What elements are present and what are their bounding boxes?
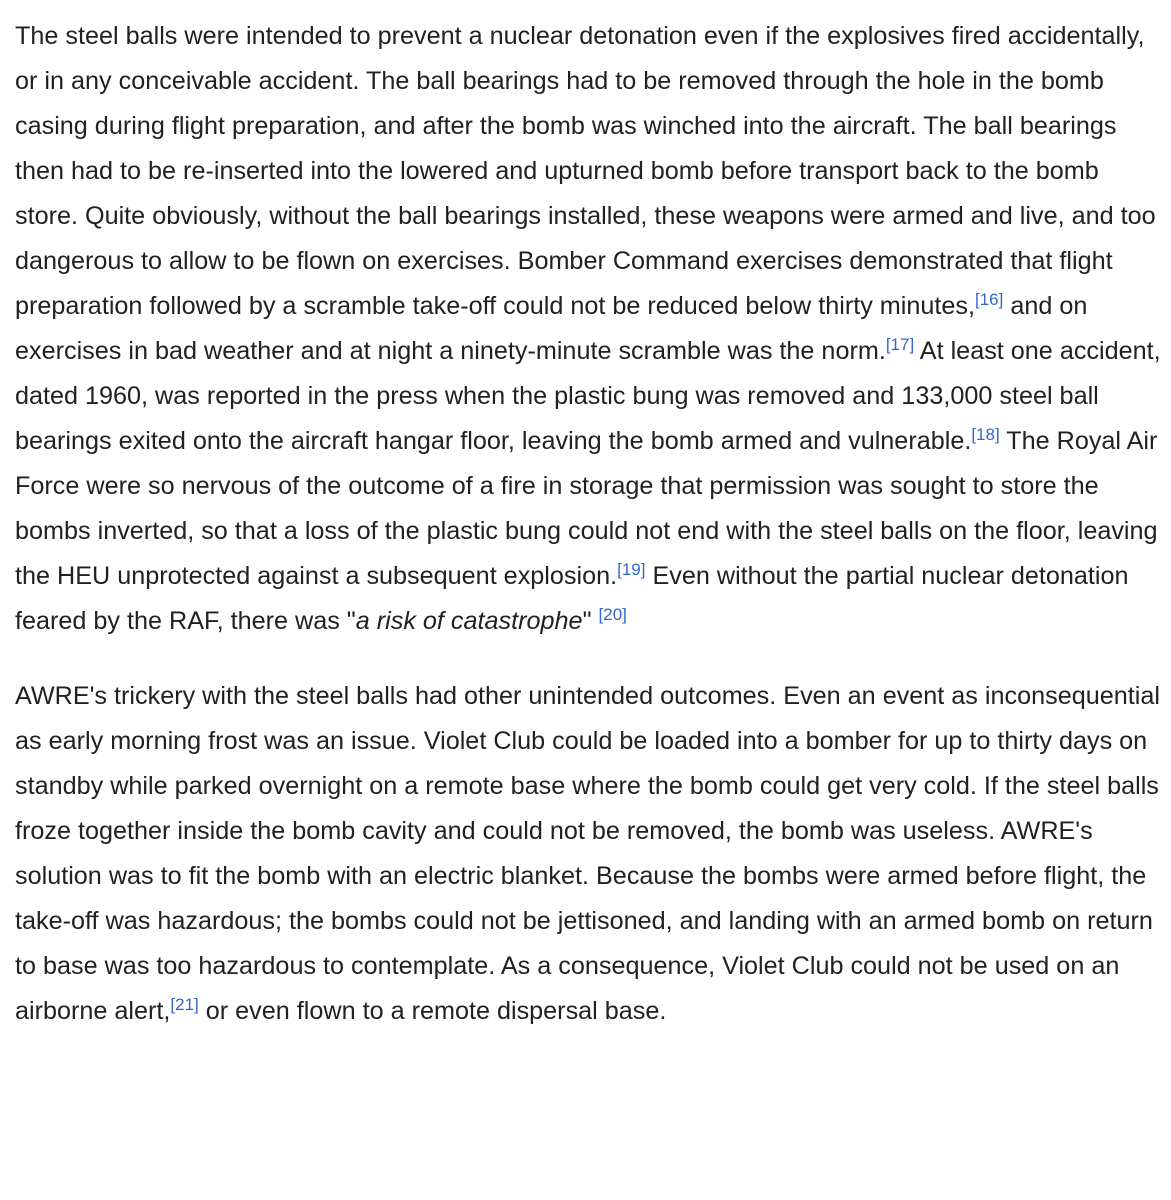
citation-link[interactable]: [20]: [598, 605, 627, 624]
citation-link[interactable]: [17]: [885, 335, 915, 354]
citation-link[interactable]: [18]: [971, 425, 1000, 444]
quoted-phrase: a risk of catastrophe: [355, 607, 583, 635]
paragraph-text: At least one accident, dated 1960, was reported in the press when the plastic bung was removed and 133,000 steel ball bearings exited onto the aircraft hangar floor, leaving the bomb armed and vulnerable.: [15, 337, 1161, 455]
paragraph-text: or even flown to a remote dispersal base.: [198, 997, 667, 1025]
citation-17[interactable]: [886, 335, 914, 354]
paragraph-text: ": [582, 607, 599, 635]
paragraph-text: The Royal Air Force were so nervous of the outcome of a fire in storage that permission was sought to store the bombs inverted, so that a loss of the plastic bung could not end with the steel balls on the floor, leaving the HEU unprotected against a subsequent explosion.: [15, 427, 1158, 590]
paragraph-text: and on exercises in bad weather and at night a ninety-minute scramble was the norm.: [15, 292, 1088, 365]
citation-20[interactable]: [599, 605, 627, 624]
citation-link[interactable]: [19]: [617, 560, 646, 579]
citation-16[interactable]: [975, 290, 1003, 309]
citation-link[interactable]: [16]: [975, 290, 1004, 309]
citation-21[interactable]: [170, 995, 198, 1014]
paragraph-awre-trickery: [15, 674, 1161, 1034]
citation-link[interactable]: [21]: [170, 995, 199, 1014]
paragraph-text: The steel balls were intended to prevent a nuclear detonation even if the explosives fired accidentally, or in any conceivable accident. The ball bearings had to be removed through the hole in the bomb casing during flight preparation, and after the bomb was winched into the aircraft. The ball bearings then had to be re-inserted into the lowered and upturned bomb before transport back to the bomb store. Quite obviously, without the ball bearings installed, these weapons were armed and live, and too dangerous to allow to be flown on exercises. Bomber Command exercises demonstrated that flight preparation followed by a scramble take-off could not be reduced below thirty minutes,: [15, 22, 1156, 320]
citation-19[interactable]: [617, 560, 645, 579]
paragraph-text: Even without the partial nuclear detonation feared by the RAF, there was ": [15, 562, 1129, 635]
citation-18[interactable]: [971, 425, 999, 444]
paragraph-steel-balls: [15, 14, 1161, 644]
paragraph-text: AWRE's trickery with the steel balls had other unintended outcomes. Even an event as inconsequential as early morning frost was an issue. Violet Club could be loaded into a bomber for up to thirty days on standby while parked overnight on a remote base where the bomb could get very cold. If the steel balls froze together inside the bomb cavity and could not be removed, the bomb was useless. AWRE's solution was to fit the bomb with an electric blanket. Because the bombs were armed before flight, the take-off was hazardous; the bombs could not be jettisoned, and landing with an armed bomb on return to base was too hazardous to contemplate. As a consequence, Violet Club could not be used on an airborne alert,: [15, 682, 1160, 1025]
